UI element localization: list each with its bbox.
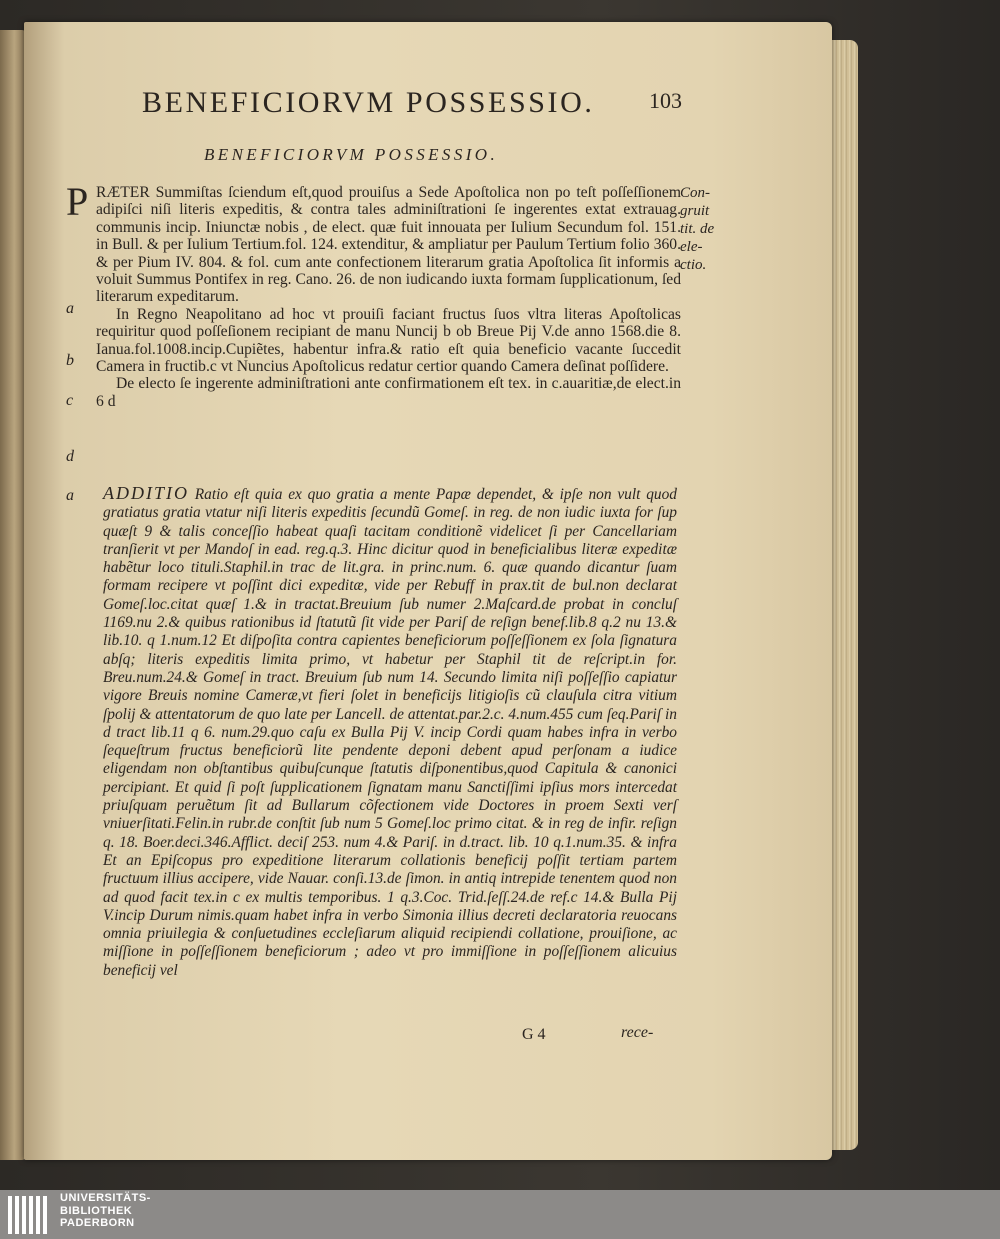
paragraph-3: De electo ſe ingerente adminiſtrationi ante confirmationem eſt tex. in c.auaritiæ,de elect.in 6 d <box>96 375 681 410</box>
note-letter-a: a <box>66 300 74 317</box>
logo-line: UNIVERSITÄTS- <box>60 1192 151 1204</box>
note-letter-d: d <box>66 448 74 465</box>
library-logo-text <box>60 1192 151 1230</box>
gloss-line: tit. de <box>680 221 715 237</box>
additio-paragraph <box>103 484 677 980</box>
marginal-gloss <box>680 184 740 274</box>
gloss-line: ctio. <box>680 257 707 273</box>
note-letter-c: c <box>66 392 74 409</box>
logo-line: BIBLIOTHEK <box>60 1204 133 1217</box>
previous-page-edge <box>0 30 26 1160</box>
additio-text: Ratio eſt quia ex quo gratia a mente Papæ dependet, & ipſe non vult quod gratiatus gratia vtatur niſi literis expeditis ſecundũ Gomeſ. in reg. de non iudic iuxta for ſup quæſt 9 & talis conceſſio habeat quaſi tacitam conditionẽ videlicet ſi per Cancellariam tranſierit vt per Mandoſ in ead. reg.q.3. Hinc dicitur quod in beneficialibus literæ expeditæ habẽtur loco tituli.Staphil.in trac de lit.gra. in princ.num. 6. quæ quando dicantur ſuam formam recipere vt poſſint dici expeditæ, vide per Rebuff in prax.tit de bul.non declarat Gomeſ.loc.citat quæſ 1.& in tractat.Breuium ſub numer 2.Maſcard.de probat in concluſ 1169.nu 2.& quibus rationibus id ſtatutũ ſit vide per Pariſ de reſign benef.lib.8 q.2 nu 13.& lib.10. q 1.num.12 Et diſpoſita contra capientes beneficiorum poſſeſſionem ex ſola ſignatura abſq; literis expeditis limita primo, vt habetur per Staphil tit de reſcript.in for. Breu.num.24.& Gomeſ in tract. Breuium ſub num 14. Secundo limita niſi poſſeſſio capiatur vigore Breuis nomine Cameræ,vt fieri ſolet in beneficijs litigioſis cũ clauſula citra vitium ſpolij & attentatorum de quo late per Lancell. de attentat.par.2.c. 4.num.455 cum ſeq.Pariſ in d tract lib.11 q 6. num.29.quo caſu ex Bulla Pij V. incip Cordi quam habes infra in verbo ſequeſtrum fructus beneficiorũ lite pendente deponi debent apud perſonam a iudice eligendam non obſtantibus quibuſcunque ſtatutis diſponentibus,quod Capitula & canonici percipiant. Et quid ſi poſt ſupplicationem ſignatam manu Sanctiſſimi ipſius mors intercedat priuſquam peruẽtum ſit ad Bullarum cõfectionem vide Doctores in proem Sexti verſ vniuerſitati.Felin.in rubr.de conſtit ſub num 5 Gomeſ.loc primo citat. & in reg de infir. reſign q. 18. Boer.deci.346.Afflict. deciſ 253. num 4.& Pariſ. in d.tract. lib. 10 q.1.num.35. & infra Et an Epiſcopus pro expeditione literarum collationis beneficij poſſit tertiam partem fructuum illius accipere, vide Nauar. conſi.13.de ſimon. in antiq intrepide tenentem quod non ad quod facit tex.in c ex multis temporibus. 1 q.3.Coc. Trid.ſeſſ.24.de ref.c 14.& Bulla Pij V.incip Durum nimis.quam habet infra in verbo Simonia illius decreti declaratoria reuocans omnia priuilegia & conſuetudines eccleſiarum aliquid recipiendi collatione, prouiſione, ac miſſione in poſſeſſionem beneficiorum ; adeo vt pro immiſſione in poſſeſſionem alicuius beneficij vel <box>103 486 677 979</box>
running-head <box>142 86 682 120</box>
gloss-line: ele- <box>680 239 703 255</box>
running-head-title: BENEFICIORVM POSSESSIO. <box>142 86 595 119</box>
gloss-line: Con- <box>680 185 710 201</box>
gloss-line: gruit <box>680 203 710 219</box>
paragraph-2: In Regno Neapolitano ad hoc vt prouiſi faciant fructus ſuos vltra literas Apoſtolicas requiritur quod poſſeſionem recipiant de manu Nuncij b ob Breue Pij V.de anno 1568.die 8. Ianua.fol.1008.incip.Cupiẽtes, habentur infra.& ratio eſt quia beneficio vacante ſuccedit Camera in fructib.c vt Nuncius Apoſtolicus redatur certior quando Camera deſinat poſſidere. <box>96 305 681 376</box>
additio-opening: ADDITIO <box>103 483 189 503</box>
page-number: 103 <box>649 88 682 113</box>
paragraph-1-text: RÆTER Summiſtas ſciendum eſt,quod prouiſus a Sede Apoſtolica non po teſt poſſeſſionem adipiſci niſi literis expeditis, & contra tales adminiſtrationi ſe ingerentes extat extrauag. communis incip. Iniunctæ nobis , de elect. quæ fuit innouata per Iulium Secundum fol. 151. in Bull. & per Iulium Tertium.fol. 124. extenditur, & ampliatur per Paulum Tertium folio 360. & per Pium IV. 804. & fol. cum ante confectionem literarum gratia Apoſtolica ſit informis a voluit Summus Pontifex in reg. Cano. 26. de non iudicando iuxta formam ſupplicationum, ſed literarum expeditarum. <box>96 184 681 306</box>
main-text <box>66 179 681 410</box>
paragraph-1 <box>66 179 681 306</box>
note-letter-b: b <box>66 352 74 369</box>
logo-line: PADERBORN <box>60 1217 135 1229</box>
library-logo-icon <box>8 1196 52 1234</box>
signature-mark: G 4 <box>522 1026 546 1043</box>
note-letter-additio-a: a <box>66 487 74 504</box>
catchword: rece- <box>621 1024 654 1041</box>
drop-capital: P <box>66 179 89 224</box>
additio-commentary <box>103 484 677 980</box>
book-page-edges <box>828 40 858 1150</box>
section-heading: BENEFICIORVM POSSESSIO. <box>204 145 499 164</box>
